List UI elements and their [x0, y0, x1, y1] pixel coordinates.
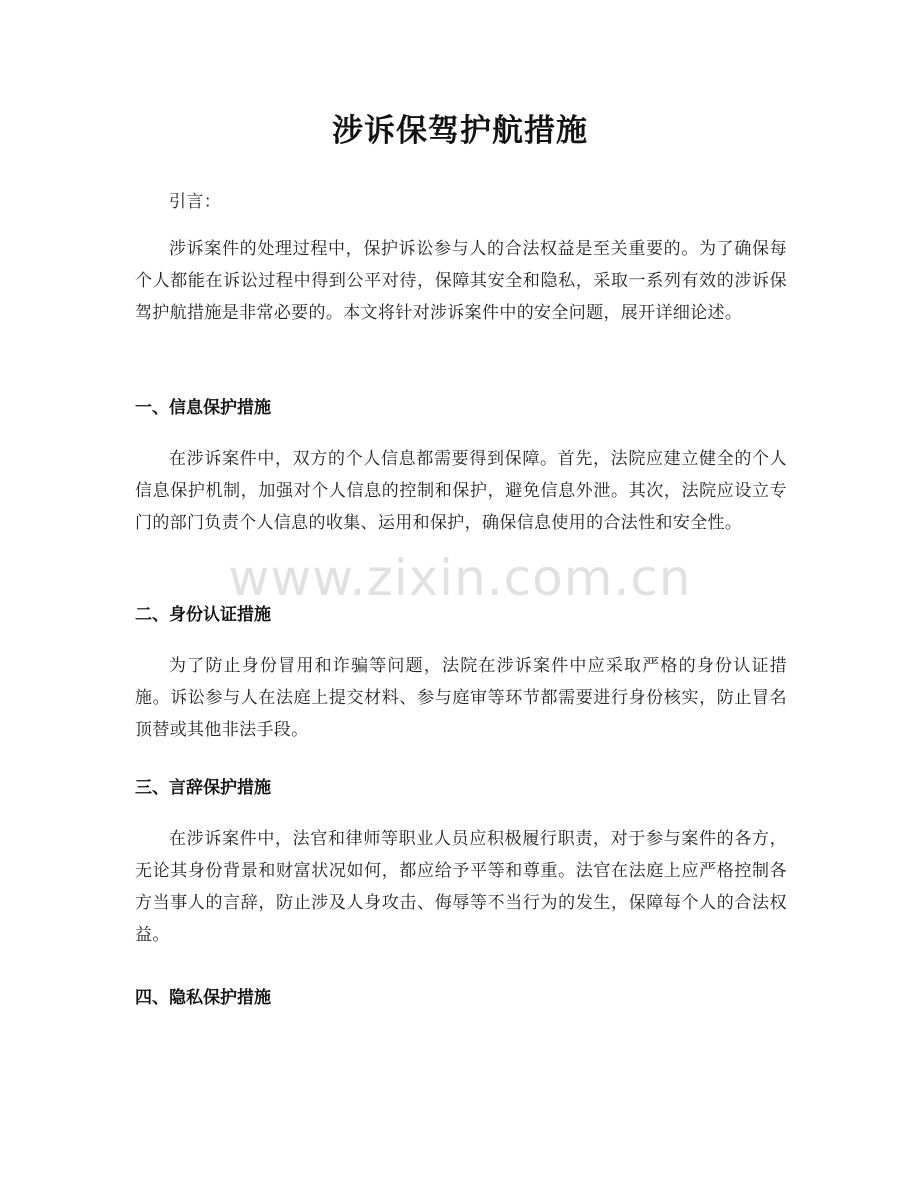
section-heading-info-protection: 一、信息保护措施 — [135, 398, 271, 418]
section-heading-privacy-protection: 四、隐私保护措施 — [135, 988, 271, 1008]
watermark: www.zixin.com.cn — [228, 549, 692, 607]
section-paragraph-identity-verification: 为了防止身份冒用和诈骗等问题，法院在涉诉案件中应采取严格的身份认证措施。诉讼参与人在法庭上提交材料、参与庭审等环节都需要进行身份核实，防止冒名顶替或其他非法手段。 — [135, 656, 787, 740]
section-paragraph-speech-protection: 在涉诉案件中，法官和律师等职业人员应积极履行职责，对于参与案件的各方，无论其身份背景和财富状况如何，都应给予平等和尊重。法官在法庭上应严格控制各方当事人的言辞，防止涉及人身攻击、侮辱等不当行为的发生，保障每个人的合法权益。 — [135, 829, 787, 945]
section-paragraph-info-protection: 在涉诉案件中，双方的个人信息都需要得到保障。首先，法院应建立健全的个人信息保护机制，加强对个人信息的控制和保护，避免信息外泄。其次，法院应设立专门的部门负责个人信息的收集、运用和保护，确保信息使用的合法性和安全性。 — [135, 449, 787, 533]
document-title: 涉诉保驾护航措施 — [332, 113, 588, 149]
section-heading-identity-verification: 二、身份认证措施 — [135, 605, 271, 625]
intro-label: 引言： — [169, 192, 222, 212]
section-heading-speech-protection: 三、言辞保护措施 — [135, 778, 271, 798]
intro-paragraph: 涉诉案件的处理过程中，保护诉讼参与人的合法权益是至关重要的。为了确保每个人都能在诉讼过程中得到公平对待，保障其安全和隐私，采取一系列有效的涉诉保驾护航措施是非常必要的。本文将针对涉诉案件中的安全问题，展开详细论述。 — [135, 239, 787, 323]
